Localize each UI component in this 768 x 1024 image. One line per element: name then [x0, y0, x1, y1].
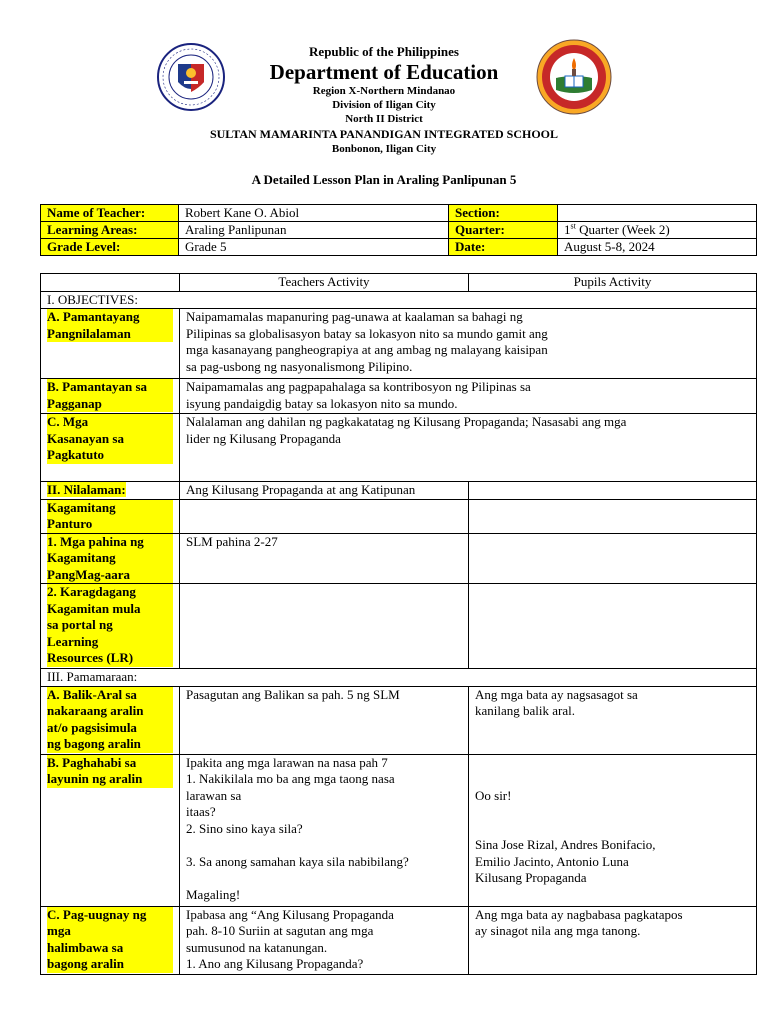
label-line: 2. Karagdagang [47, 584, 173, 601]
text-line: isyung pandaigdig batay sa lokasyon nito sa mundo. [186, 395, 458, 411]
label-line: mga [47, 923, 173, 940]
lesson-info-table [40, 204, 757, 256]
label-line: nakaraang aralin [47, 703, 173, 720]
grade-label: Grade Level: [41, 239, 179, 256]
table-row [41, 906, 757, 974]
label-line: C. Mga [47, 414, 173, 431]
label-line: Pagkatuto [47, 447, 173, 464]
label-line: Kagamitang [47, 500, 173, 517]
table-row [41, 754, 757, 906]
quarter-suffix: st [570, 221, 576, 231]
lesson-plan-table [40, 273, 757, 975]
table-row [41, 533, 757, 584]
blank-header-cell [41, 274, 180, 292]
label-line: B. Paghahabi sa [47, 755, 173, 772]
pa-label [41, 686, 180, 754]
text-line [475, 821, 750, 838]
label-line: Pangnilalaman [47, 326, 173, 343]
department-title: Department of Education [269, 60, 499, 84]
label-line: 1. Mga pahina ng [47, 534, 173, 551]
label-line: B. Pamantayan sa [47, 379, 173, 396]
date-label: Date: [449, 239, 558, 256]
objectives-heading: I. OBJECTIVES: [41, 291, 757, 309]
text-line [475, 804, 750, 821]
date-value: August 5-8, 2024 [558, 239, 757, 256]
school-address: Bonbonon, Iligan City [331, 143, 437, 155]
letterhead [0, 38, 768, 158]
kagamitan-label [41, 499, 180, 533]
teacher-value: Robert Kane O. Abiol [179, 205, 449, 222]
quarter-text: Quarter (Week 2) [575, 222, 670, 237]
label-line: Kasanayan sa [47, 431, 173, 448]
division-line: Division of Iligan City [332, 99, 436, 111]
label-line: bagong aralin [47, 956, 173, 973]
areas-label: Learning Areas: [41, 222, 179, 239]
label-line: ng bagong aralin [47, 736, 173, 753]
lesson-plan-title: A Detailed Lesson Plan in Araling Panlipunan 5 [251, 172, 517, 187]
text-line: Ipakita ang mga larawan na nasa pah 7 [186, 754, 388, 770]
text-line [186, 870, 462, 887]
pb-pupil [469, 754, 757, 906]
areas-value: Araling Panlipunan [179, 222, 449, 239]
label-line: Learning [47, 634, 173, 651]
text-line: sa pag-usbong ng nasyonalismong Pilipino. [186, 358, 413, 374]
text-line: Emilio Jacinto, Antonio Luna [475, 853, 629, 869]
label-line: Resources (LR) [47, 650, 173, 667]
info-row [41, 205, 757, 222]
text-line: pah. 8-10 Suriin at sagutan ang mga [186, 923, 374, 938]
section-value [558, 205, 757, 222]
text-line [475, 755, 750, 772]
text-line [475, 771, 750, 788]
text-line: larawan sa [186, 787, 242, 803]
school-name: SULTAN MAMARINTA PANANDIGAN INTEGRATED SCHOOL [209, 127, 559, 141]
empty-cell [180, 584, 469, 669]
section-label: Section: [449, 205, 558, 222]
table-row [41, 584, 757, 669]
row-text-c [180, 414, 757, 482]
label-line: A. Balik-Aral sa [47, 687, 173, 704]
info-row [41, 222, 757, 239]
text-line: itaas? [186, 804, 216, 819]
row-text-b [180, 379, 757, 414]
column-header-row [41, 274, 757, 292]
label-line: Kagamitang [47, 550, 173, 567]
teachers-activity-header: Teachers Activity [180, 274, 469, 292]
empty-cell [180, 499, 469, 533]
pc-pupil [469, 906, 757, 974]
text-line: lider ng Kilusang Propaganda [186, 430, 341, 446]
label-line: sa portal ng [47, 617, 173, 634]
pa-teacher: Pasagutan ang Balikan sa pah. 5 ng SLM [180, 686, 469, 754]
label-line: layunin ng aralin [47, 771, 173, 788]
row-text-a [180, 309, 757, 379]
label-line: C. Pag-uugnay ng [47, 907, 173, 924]
region-line: Region X-Northern Mindanao [312, 85, 456, 97]
table-row [41, 414, 757, 482]
republic-line: Republic of the Philippines [309, 44, 459, 59]
text-line: 1. Nakikilala mo ba ang mga taong nasa [186, 771, 395, 786]
pupils-activity-header: Pupils Activity [469, 274, 757, 292]
pb-teacher [180, 754, 469, 906]
label-line: A. Pamantayang [47, 309, 173, 326]
empty-cell [469, 584, 757, 669]
label-line: at/o pagsisimula [47, 720, 173, 737]
text-line: 2. Sino sino kaya sila? [186, 820, 303, 836]
text-line: Kilusang Propaganda [475, 870, 587, 885]
row-label-b [41, 379, 180, 414]
m1-text: SLM pahina 2-27 [180, 533, 469, 584]
text-line: Sina Jose Rizal, Andres Bonifacio, [475, 837, 656, 852]
label-line: Kagamitan mula [47, 601, 173, 618]
text-line: mga kasanayang pangheograpiya at ang ambag ng malayang kaisipan [186, 342, 548, 357]
section-row-pamamaraan [41, 669, 757, 687]
text-line: 1. Ano ang Kilusang Propaganda? [186, 956, 364, 971]
row-label-a [41, 309, 180, 379]
text-line: Nalalaman ang dahilan ng pagkakatatag ng Kilusang Propaganda; Nasasabi ang mga [186, 414, 627, 429]
text-line: 3. Sa anong samahan kaya sila nabibilang? [186, 853, 409, 869]
grade-value: Grade 5 [179, 239, 449, 256]
table-row [41, 379, 757, 414]
empty-cell [469, 499, 757, 533]
quarter-label: Quarter: [449, 222, 558, 239]
pc-label [41, 906, 180, 974]
text-line: Ipabasa ang “Ang Kilusang Propaganda [186, 906, 394, 922]
section-row-objectives [41, 291, 757, 309]
table-row [41, 499, 757, 533]
text-line: Naipamamalas ang pagpapahalaga sa kontribosyon ng Pilipinas sa [186, 379, 531, 394]
text-line: Ang mga bata ay nagsasagot sa [475, 686, 638, 702]
teacher-label: Name of Teacher: [41, 205, 179, 222]
table-row [41, 309, 757, 379]
text-line: kanilang balik aral. [475, 703, 575, 718]
pamamaraan-heading: III. Pamamaraan: [41, 669, 757, 687]
text-line: sumusunod na katanungan. [186, 939, 328, 955]
m1-label [41, 533, 180, 584]
label-line: halimbawa sa [47, 940, 173, 957]
m2-label [41, 584, 180, 669]
text-line [186, 837, 462, 854]
label-line: Pagganap [47, 396, 173, 413]
text-line: Pilipinas sa globalisasyon batay sa lokasyon nito sa mundo gamit ang [186, 325, 548, 341]
nilalaman-label [41, 482, 180, 500]
pb-label [41, 754, 180, 906]
info-row [41, 239, 757, 256]
text-line: ay sinagot nila ang mga tanong. [475, 923, 641, 938]
quarter-value [558, 222, 757, 239]
table-row [41, 686, 757, 754]
label-line: Panturo [47, 516, 173, 533]
district-line: North II District [345, 113, 423, 125]
pc-teacher [180, 906, 469, 974]
text-line: Magaling! [186, 886, 241, 902]
pa-pupil [469, 686, 757, 754]
empty-cell [469, 482, 757, 500]
empty-cell [469, 533, 757, 584]
table-row [41, 482, 757, 500]
label-text: II. Nilalaman: [47, 482, 126, 497]
text-line: Ang mga bata ay nagbabasa pagkatapos [475, 906, 683, 922]
quarter-number: 1 [564, 222, 571, 237]
nilalaman-text: Ang Kilusang Propaganda at ang Katipunan [180, 482, 469, 500]
text-line: Naipamamalas mapanuring pag-unawa at kaalaman sa bahagi ng [186, 309, 523, 324]
label-line: PangMag-aara [47, 567, 173, 584]
row-label-c [41, 414, 180, 482]
text-line: Oo sir! [475, 787, 512, 803]
